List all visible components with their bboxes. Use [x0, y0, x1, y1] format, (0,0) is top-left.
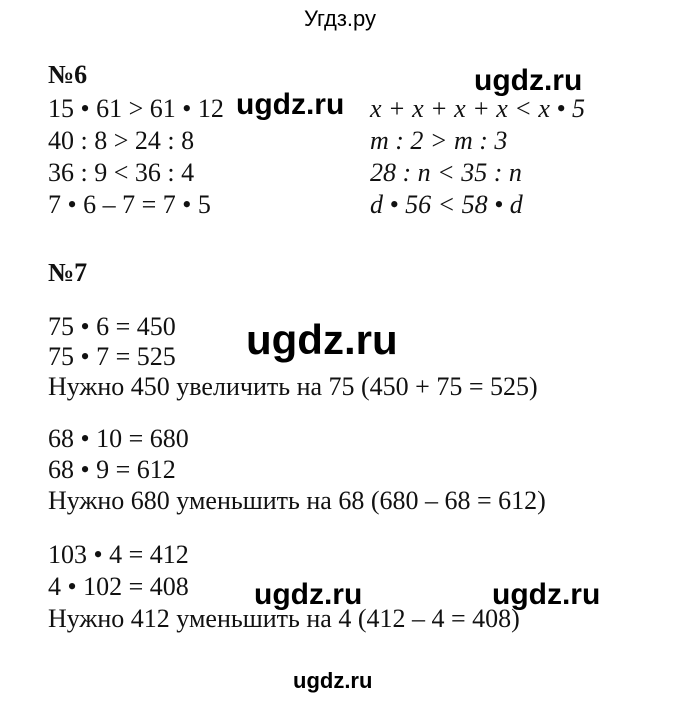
task-7-line: 75 • 7 = 525 — [48, 342, 176, 371]
task-6-right-line: x + x + x + x < x • 5 — [370, 94, 585, 123]
task-7-line: 103 • 4 = 412 — [48, 540, 189, 569]
watermark: ugdz.ru — [474, 64, 583, 97]
task-6-right-line: d • 56 < 58 • d — [370, 190, 523, 219]
task-6-right-line: 28 : n < 35 : n — [370, 158, 522, 187]
task-7-line: 75 • 6 = 450 — [48, 312, 176, 341]
watermark: ugdz.ru — [492, 578, 601, 611]
task-6-left-line: 15 • 61 > 61 • 12 — [48, 94, 224, 123]
task-6-left-line: 36 : 9 < 36 : 4 — [48, 158, 195, 187]
watermark: ugdz.ru — [246, 316, 398, 363]
task-7-explanation: Нужно 412 уменьшить на 4 (412 – 4 = 408) — [48, 604, 520, 633]
watermark: ugdz.ru — [236, 88, 345, 121]
task-6-left-line: 7 • 6 – 7 = 7 • 5 — [48, 190, 211, 219]
task-6-title: №6 — [48, 60, 88, 89]
task-7-title: №7 — [48, 258, 88, 287]
watermark: ugdz.ru — [254, 578, 363, 611]
site-header: Угдз.ру — [303, 6, 377, 31]
task-7-line: 68 • 9 = 612 — [48, 455, 176, 484]
task-6-left-line: 40 : 8 > 24 : 8 — [48, 126, 195, 155]
task-7-line: 68 • 10 = 680 — [48, 424, 189, 453]
watermark: ugdz.ru — [293, 668, 373, 693]
task-7-explanation: Нужно 680 уменьшить на 68 (680 – 68 = 612) — [48, 486, 546, 515]
task-7-explanation: Нужно 450 увеличить на 75 (450 + 75 = 525) — [48, 372, 538, 401]
task-7-line: 4 • 102 = 408 — [48, 572, 189, 601]
task-6-right-line: m : 2 > m : 3 — [370, 126, 508, 155]
